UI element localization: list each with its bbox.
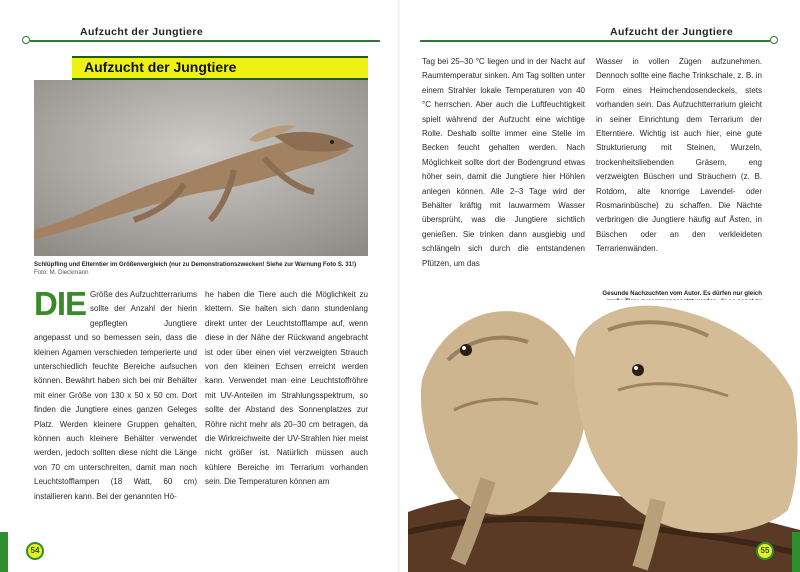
column-text: Wasser in vollen Zügen aufzunehmen. Dennoch sollte eine flache Trinkschale, z. B. in Form eines Heimchendosendeckels, stets vorhanden sein. Das Aufzuchtterrarium gleicht in seiner Einrichtung dem Terrarium der Elterntiere. Wichtig ist auch hier, eine gute Strukturierung mit Steinen, Wurzeln, trockenheitsliebenden Gräsern, eng verzweigten Büschen und Sträuchern (z. B. Rotdorn, alte knorrige Lavendel- oder Rosmarinbüsche) zu schaffen. Die Nächte verbringen die Jungtiere häufig auf Ästen, in Büschen oder an den verkleideten Terrarienwänden. [596,57,762,254]
page-edge-bar [0,532,8,572]
header-rule [30,40,380,42]
column-text: he haben die Tiere auch die Möglichkeit zu klettern. Sie halten sich dann stundenlang direkt unter der Leuchtstofflampe auf, wenn diese in der Nähe der Rückwand angebracht ist oder über einen viel verzweigten Strauch von den kleinen Echsen erreicht werden kann. Verwendet man eine Leuchtstoffröhre mit UV-Anteilen im Strahlungsspektrum, so sollte der Abstand des Sonnenplatzes zur Röhre nicht mehr als 20–30 cm betragen, da die Wirkreichweite der UV-Strahlen hier meist nicht größer ist. Natürlich müssen auch kühlere Bereiche im Terrarium vorhanden sein. Die Temperaturen können am [205,290,368,487]
running-header: Aufzucht der Jungtiere [80,26,204,38]
photo-hatchling-and-adult [34,80,368,256]
header-ornament-dot [22,36,30,44]
text-column-1 [34,285,197,504]
page-edge-bar [792,532,800,572]
header-rule [420,40,770,42]
photo-juvenile-bearded-dragons [408,300,800,572]
photo-credit: Foto: M. Dieckmann [34,269,89,276]
text-column-1 [422,55,585,271]
running-header: Aufzucht der Jungtiere [610,26,734,38]
header-ornament-dot [770,36,778,44]
lizard-photo-illustration [34,80,368,256]
column-text: Tag bei 25–30 °C liegen und in der Nacht auf Raumtemperatur sinken. Am Tag sollten unter einem Strahler lokale Temperaturen von 40 °C herrschen. Aber auch die Luftfeuchtigkeit spielt während der Aufzucht eine wichtige Rolle. Deshalb sollte immer eine Stelle im Becken feucht gehalten werden. Nach Möglichkeit sollte dort der Bodengrund etwas höher sein, damit die Jungtiere hier Höhlen anlegen können. Alle 2–3 Tage wird der Behälter kräftig mit lauwarmem Wasser übersprüht, was die Jungtiere sichtlich genießen. Sie trinken dann ausgiebig und schlängeln sich durch die entstandenen Pfützen, um das [422,57,585,268]
drop-cap: DIE [34,285,87,322]
page-number: 55 [756,542,774,560]
section-title-box [72,56,368,80]
photo-caption-text: Schlüpfling und Elterntier im Größenvergleich (nur zu Demonstrationszwecken! Siehe zur Warnung Foto S. 31!) [34,261,357,268]
text-column-2 [596,55,762,257]
juvenile-lizards-illustration [408,300,800,572]
page-number: 54 [26,542,44,560]
text-column-2 [205,288,368,490]
column-text: Größe des Aufzuchtterrariums sollte der Anzahl der hierin gepflegten Jungtiere angepasst und so bemessen sein, dass die kleinen Agamen verschieden temperierte und unterschiedlich feuchte Bereiche aufsuchen können. Bewährt haben sich bei mir Behälter mit einer Größe von 130 x 50 x 50 cm. Dort finden die Jungtiere eines ganzen Geleges Platz. Werden kleinere Gruppen gehalten, können auch kleinere Behälter verwendet werden, jedoch sollten diese nicht die Länge von 70 cm unterschreiten, damit man noch Leuchtstofflampen (18 Watt, 60 cm) installieren kann. Bei der genannten Hö- [34,290,197,501]
photo-caption-text: Gesunde Nachzuchten vom Autor. Es dürfen nur gleich [602,290,762,297]
section-title: Aufzucht der Jungtiere [84,59,237,75]
right-page [400,0,800,572]
photo-caption [34,261,368,277]
